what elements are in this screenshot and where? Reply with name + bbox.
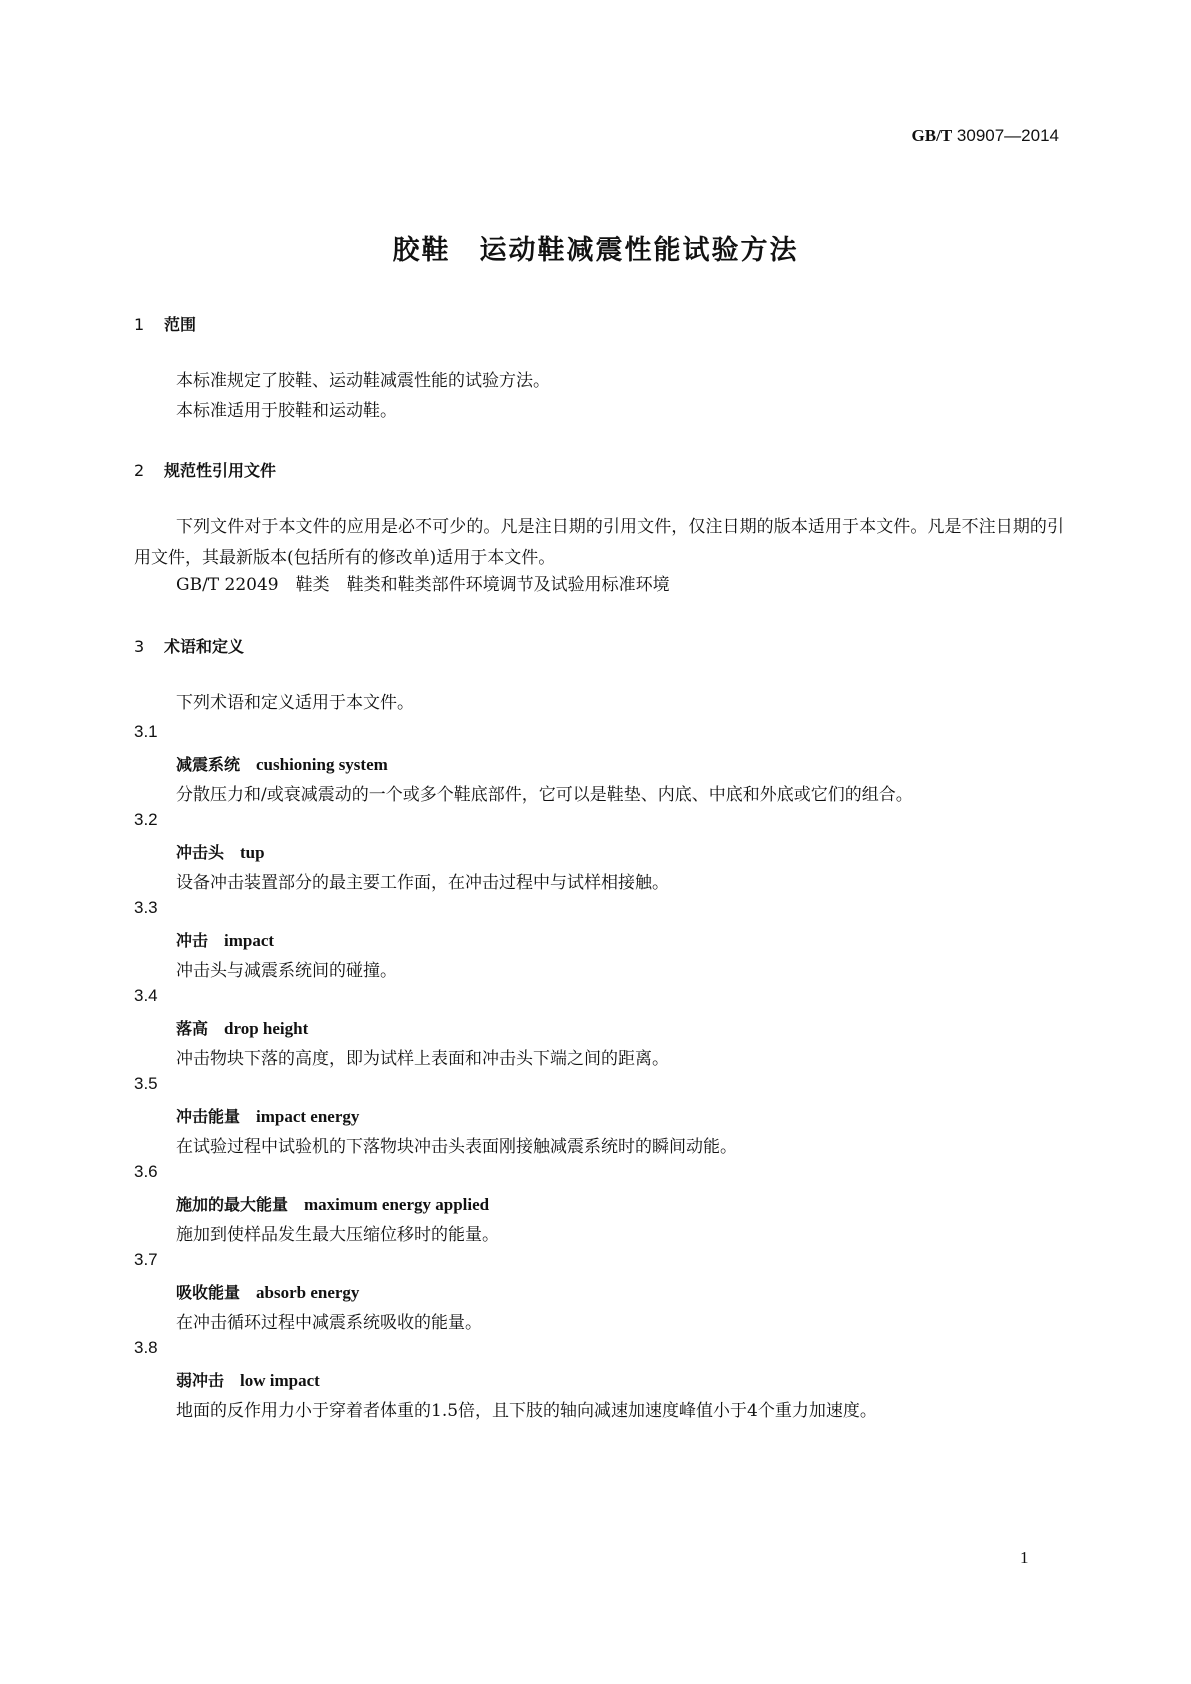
term-title [176, 1016, 308, 1039]
standard-number [912, 126, 1059, 146]
page-number: 1 [1020, 1548, 1029, 1567]
term-number: 3.5 [134, 1074, 158, 1093]
term-definition: 设备冲击装置部分的最主要工作面，在冲击过程中与试样相接触。 [176, 873, 669, 893]
term-zh: 落高 [176, 1019, 209, 1038]
term-title [176, 928, 274, 951]
term-definition: 在冲击循环过程中减震系统吸收的能量。 [176, 1313, 482, 1333]
term-number: 3.4 [134, 986, 158, 1005]
standard-year: 30907—2014 [956, 126, 1059, 145]
document-title: 胶鞋 运动鞋减震性能试验方法 [392, 235, 799, 266]
term-number: 3.7 [134, 1250, 158, 1269]
section-number: 3 [134, 637, 145, 656]
term-definition: 施加到使样品发生最大压缩位移时的能量。 [176, 1225, 499, 1245]
section-title: 术语和定义 [164, 637, 245, 656]
term-definition: 冲击物块下落的高度，即为试样上表面和冲击头下端之间的距离。 [176, 1049, 669, 1069]
term-definition: 在试验过程中试验机的下落物块冲击头表面刚接触减震系统时的瞬间动能。 [176, 1137, 737, 1157]
section-heading-normative-references [134, 458, 276, 481]
term-en: impact [224, 931, 275, 950]
term-en: impact energy [256, 1107, 360, 1126]
term-en: cushioning system [256, 755, 388, 774]
section-title: 范围 [164, 315, 197, 334]
term-title [176, 1192, 489, 1215]
term-en: maximum energy applied [304, 1195, 490, 1214]
term-title [176, 840, 265, 863]
section-number: 1 [134, 315, 145, 334]
term-definition: 地面的反作用力小于穿着者体重的1.5倍，且下肢的轴向减速加速度峰值小于4个重力加速度。 [176, 1401, 877, 1421]
term-zh: 冲击能量 [176, 1107, 241, 1126]
section-title: 规范性引用文件 [164, 461, 277, 480]
term-definition: 分散压力和/或衰减震动的一个或多个鞋底部件，它可以是鞋垫、内底、中底和外底或它们的组合。 [176, 785, 913, 805]
term-zh: 冲击 [176, 931, 209, 950]
term-title [176, 1368, 320, 1391]
term-number: 3.8 [134, 1338, 158, 1357]
term-en: tup [240, 843, 265, 862]
term-title [176, 752, 388, 775]
paragraph: 下列术语和定义适用于本文件。 [176, 693, 414, 713]
term-en: low impact [240, 1371, 320, 1390]
term-zh: 施加的最大能量 [176, 1195, 289, 1214]
term-zh: 减震系统 [176, 755, 241, 774]
term-title [176, 1104, 359, 1127]
paragraph: 本标准适用于胶鞋和运动鞋。 [176, 401, 397, 421]
term-zh: 冲击头 [176, 843, 225, 862]
section-heading-terms [134, 634, 244, 657]
term-zh: 弱冲击 [176, 1371, 225, 1390]
term-en: drop height [224, 1019, 309, 1038]
term-en: absorb energy [256, 1283, 360, 1302]
term-title [176, 1280, 359, 1303]
standard-code: GB/T [911, 126, 953, 145]
reference-item: GB/T 22049 鞋类 鞋类和鞋类部件环境调节及试验用标准环境 [176, 575, 670, 595]
term-number: 3.2 [134, 810, 158, 829]
term-number: 3.1 [134, 722, 158, 741]
term-definition: 冲击头与减震系统间的碰撞。 [176, 961, 397, 981]
term-number: 3.3 [134, 898, 158, 917]
paragraph: 本标准规定了胶鞋、运动鞋减震性能的试验方法。 [176, 371, 550, 391]
term-zh: 吸收能量 [176, 1283, 241, 1302]
term-number: 3.6 [134, 1162, 158, 1181]
paragraph: 下列文件对于本文件的应用是必不可少的。凡是注日期的引用文件，仅注日期的版本适用于本文件。凡是不注日期的引用文件，其最新版本(包括所有的修改单)适用于本文件。 [134, 517, 1064, 568]
section-heading-scope [134, 312, 196, 335]
section-number: 2 [134, 461, 145, 480]
